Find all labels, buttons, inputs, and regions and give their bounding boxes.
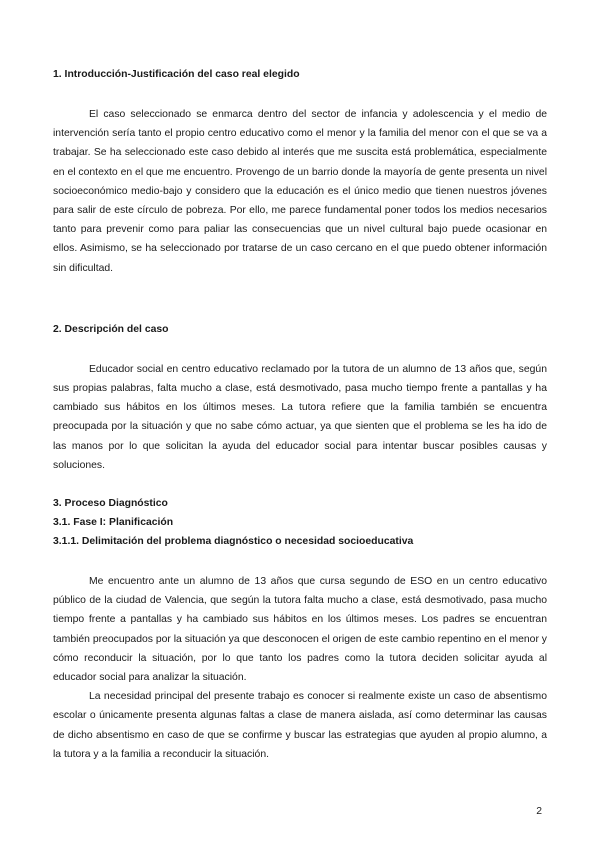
section-1-heading: 1. Introducción-Justificación del caso real elegido: [53, 69, 300, 80]
section-3-paragraph-2: La necesidad principal del presente trabajo es conocer si realmente existe un caso de absentismo escolar o únicamente presenta algunas faltas a clase de manera aislada, así como determinar las causas de dicho absentismo en caso de que se confirme y buscar las estrategias que ayuden al propio alumno, a la tutora y a la familia a reconducir la situación.: [53, 691, 547, 760]
section-2-heading: 2. Descripción del caso: [53, 323, 169, 335]
section-3-1-heading: 3.1. Fase I: Planificación: [53, 517, 174, 529]
section-3-heading: 3. Proceso Diagnóstico: [53, 498, 168, 510]
page-content: [53, 65, 547, 764]
section-2-paragraph: Educador social en centro educativo reclamado por la tutora de un alumno de 13 años que, según sus propias palabras, falta mucho a clase, está desmotivado, pasa mucho tiempo frente a pantallas y ha cambiado sus hábitos en los últimos meses. La tutora refiere que la familia también se encuentra preocupada por la situación y que no sabe cómo actuar, ya que sienten que el problema se les ha ido de las manos por lo que solicitan la ayuda del educador social para intentar buscar posibles causas y soluciones.: [53, 363, 547, 471]
page-number: 2: [536, 806, 542, 817]
section-1-paragraph: El caso seleccionado se enmarca dentro del sector de infancia y adolescencia y el medio de intervención sería tanto el propio centro educativo como el menor y la familia del menor con el que se va a trabajar. Se ha seleccionado este caso debido al interés que me suscita está problemática, especialmente en el contexto en el que me encuentro. Provengo de un barrio donde la mayoría de gente presenta un nivel socioeconómico medio-bajo y considero que la educación es el único medio que tienen nuestros jóvenes para salir de este círculo de pobreza. Por ello, me parece fundamental poner todos los medios necesarios tanto para prevenir como para paliar las consecuencias que un nivel cultural bajo puede ocasionar en ellos. Asimismo, se ha seleccionado por tratarse de un caso cercano en el que puedo obtener información sin dificultad.: [53, 109, 547, 274]
section-3-paragraph-1: Me encuentro ante un alumno de 13 años que cursa segundo de ESO en un centro educativo público de la ciudad de Valencia, que según la tutora falta mucho a clase, está desmotivado, pasa mucho tiempo frente a pantallas y ha cambiado sus hábitos en los últimos meses. Los padres se encuentran también preocupados por la situación ya que desconocen el origen de este cambio repentino en el menor y cómo reconducir la situación, por lo que tanto los padres como la tutora deciden solicitar ayuda al educador social para analizar la situación.: [53, 576, 547, 684]
section-3-1-1-heading: 3.1.1. Delimitación del problema diagnóstico o necesidad socioeducativa: [53, 536, 414, 548]
